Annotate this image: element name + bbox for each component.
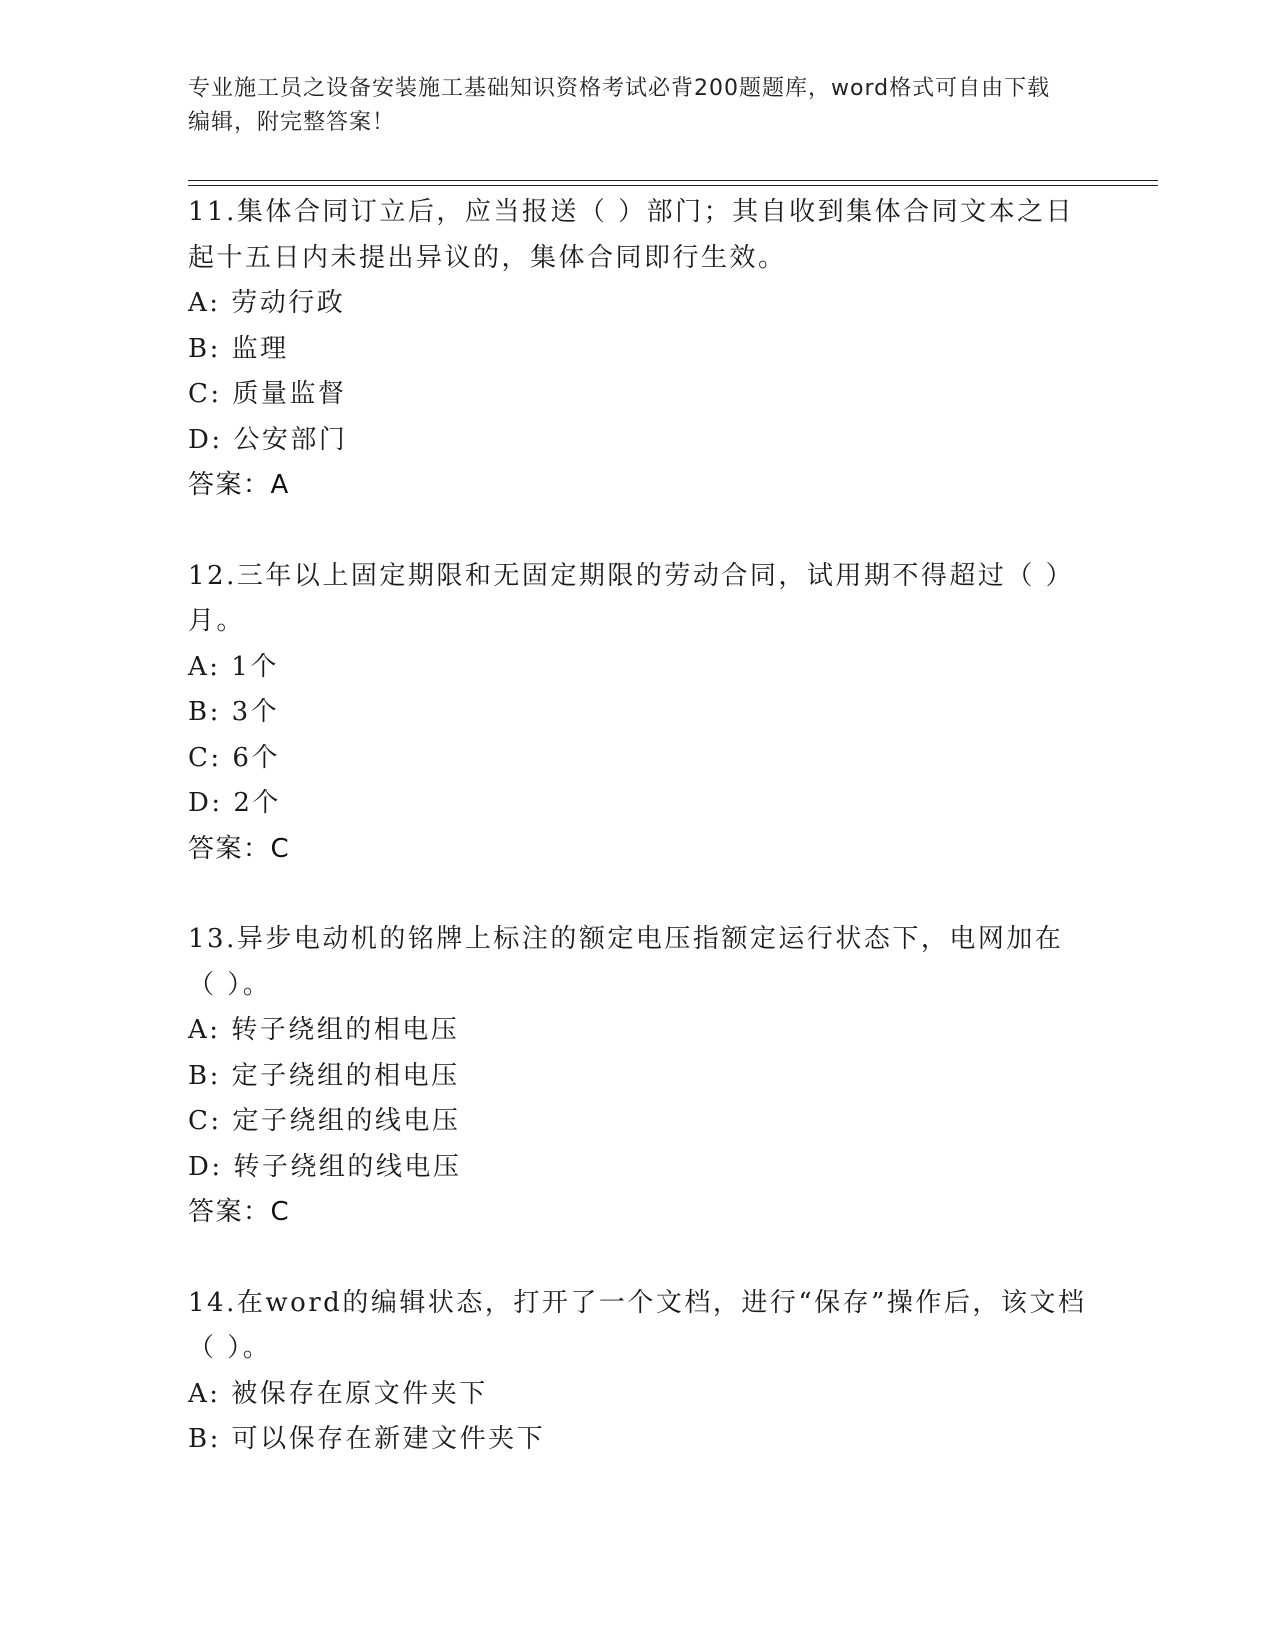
question-list bbox=[188, 190, 1088, 1508]
option-c: C: 定子绕组的线电压 bbox=[188, 1106, 461, 1136]
option-c: C: 6个 bbox=[188, 742, 280, 773]
option-a: A: 劳动行政 bbox=[188, 288, 346, 318]
answer-line: 答案：C bbox=[188, 1197, 291, 1227]
question-stem: 11.集体合同订立后，应当报送（ ）部门；其自收到集体合同文本之日起十五日内未提出异议的，集体合同即行生效。 bbox=[188, 197, 1075, 273]
option-b: B: 可以保存在新建文件夹下 bbox=[188, 1424, 546, 1454]
option-b: B: 3个 bbox=[188, 697, 280, 727]
option-a: A: 1个 bbox=[188, 651, 279, 682]
answer-line: 答案：C bbox=[188, 833, 291, 864]
question-item bbox=[188, 190, 1088, 509]
option-b: B: 监理 bbox=[188, 333, 289, 364]
option-b: B: 定子绕组的相电压 bbox=[188, 1060, 460, 1091]
answer-line: 答案：A bbox=[188, 470, 290, 500]
option-d: D: 公安部门 bbox=[188, 424, 348, 455]
page-header: 专业施工员之设备安装施工基础知识资格考试必背200题题库，word格式可自由下载编辑，附完整答案！ bbox=[188, 76, 1051, 135]
header-divider-top bbox=[188, 180, 1158, 181]
option-a: A: 转子绕组的相电压 bbox=[188, 1015, 460, 1045]
question-stem: 13.异步电动机的铭牌上标注的额定电压指额定运行状态下，电网加在（ ）。 bbox=[188, 924, 1064, 1000]
option-c: C: 质量监督 bbox=[188, 379, 347, 409]
question-item bbox=[188, 1281, 1088, 1463]
option-a: A: 被保存在原文件夹下 bbox=[188, 1378, 488, 1409]
header-divider-bottom bbox=[188, 185, 1158, 186]
option-d: D: 2个 bbox=[188, 788, 281, 818]
question-stem: 14.在word的编辑状态，打开了一个文档，进行“保存”操作后，该文档（ ）。 bbox=[188, 1287, 1087, 1363]
question-item bbox=[188, 917, 1088, 1236]
question-stem: 12.三年以上固定期限和无固定期限的劳动合同，试用期不得超过（ ）月。 bbox=[188, 560, 1075, 636]
question-item bbox=[188, 554, 1088, 873]
option-d: D: 转子绕组的线电压 bbox=[188, 1151, 462, 1182]
